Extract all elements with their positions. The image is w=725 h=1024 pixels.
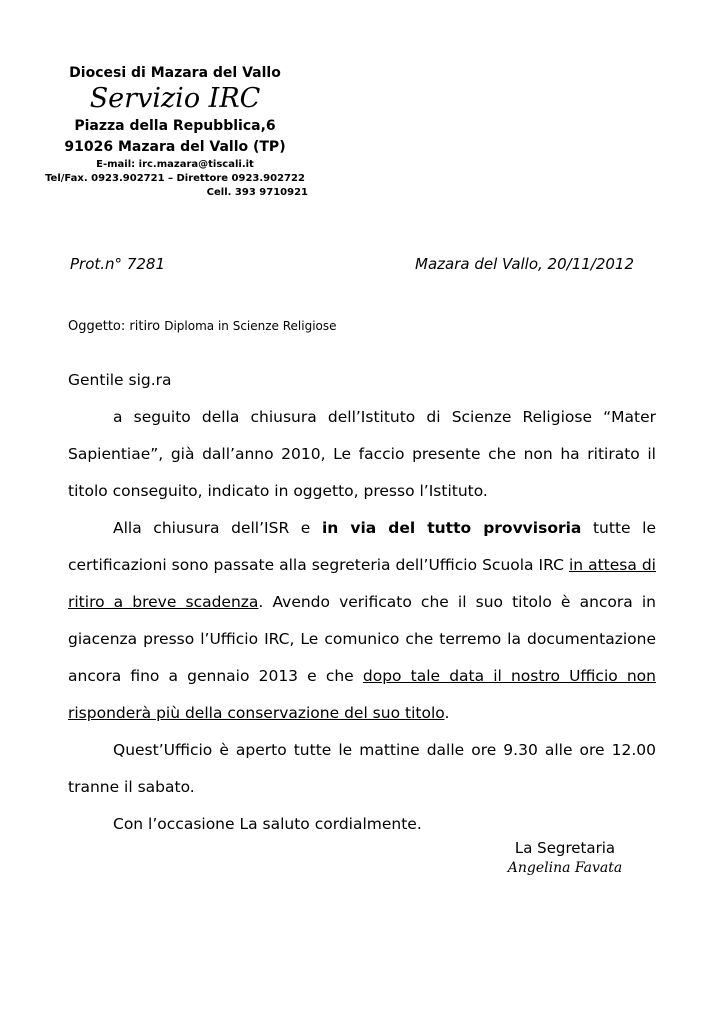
paragraph-2-part-c: . Avendo verificato che il suo titolo è ancora in giacenza presso l’Ufficio IRC, Le comunico che terremo la documentazione ancora fino a gennaio 2013 e che [68, 593, 656, 685]
telfax-line: Tel/Fax. 0923.902721 – Direttore 0923.902722 [45, 173, 305, 184]
paragraph-4: Con l’occasione La saluto cordialmente. [113, 815, 422, 833]
salutation: Gentile sig.ra [68, 371, 172, 389]
subject-text: Diploma in Scienze Religiose [164, 319, 337, 333]
email-line: E-mail: irc.mazara@tiscali.it [96, 159, 254, 170]
address-line-1: Piazza della Repubblica,6 [74, 118, 276, 134]
paragraph-1: a seguito della chiusura dell’Istituto di Scienze Religiose “Mater Sapientiae”, già dall’anno 2010, Le faccio presente che non ha ritirato il titolo conseguito, indicato in oggetto, presso l’Istituto. [68, 408, 656, 500]
signatory-name: Angelina Favata [507, 860, 623, 876]
letterhead [30, 63, 320, 200]
address-line-2: 91026 Mazara del Vallo (TP) [64, 139, 286, 155]
paragraph-2-part-a: Alla chiusura dell’ISR e [113, 519, 311, 537]
service-name: Servizio IRC [89, 83, 261, 114]
letter-body [68, 362, 656, 843]
subject-label: Oggetto: ritiro [68, 319, 161, 334]
cell-line: Cell. 393 9710921 [206, 187, 308, 198]
paragraph-3: Quest’Ufficio è aperto tutte le mattine dalle ore 9.30 alle ore 12.00 tranne il sabato. [68, 741, 656, 796]
signatory-role: La Segretaria [514, 839, 616, 857]
protocol-number: Prot.n° 7281 [70, 255, 165, 273]
organization-name: Diocesi di Mazara del Vallo [69, 65, 281, 81]
subject-line [68, 316, 337, 337]
paragraph-2-bold: in via del tutto provvisoria [321, 519, 582, 537]
signature-block [490, 838, 640, 878]
paragraph-2-part-b: tutte le certificazioni sono passate alla segreteria dell’Ufficio Scuola IRC [68, 519, 656, 574]
paragraph-2-underline-1: in attesa di ritiro a breve scadenza [68, 556, 656, 611]
paragraph-2 [68, 510, 656, 732]
place-date: Mazara del Vallo, 20/11/2012 [415, 255, 635, 273]
paragraph-2-underline-2: dopo tale data il nostro Ufficio non risponderà più della conservazione del suo titolo [68, 667, 656, 722]
paragraph-2-part-d: . [444, 704, 450, 722]
